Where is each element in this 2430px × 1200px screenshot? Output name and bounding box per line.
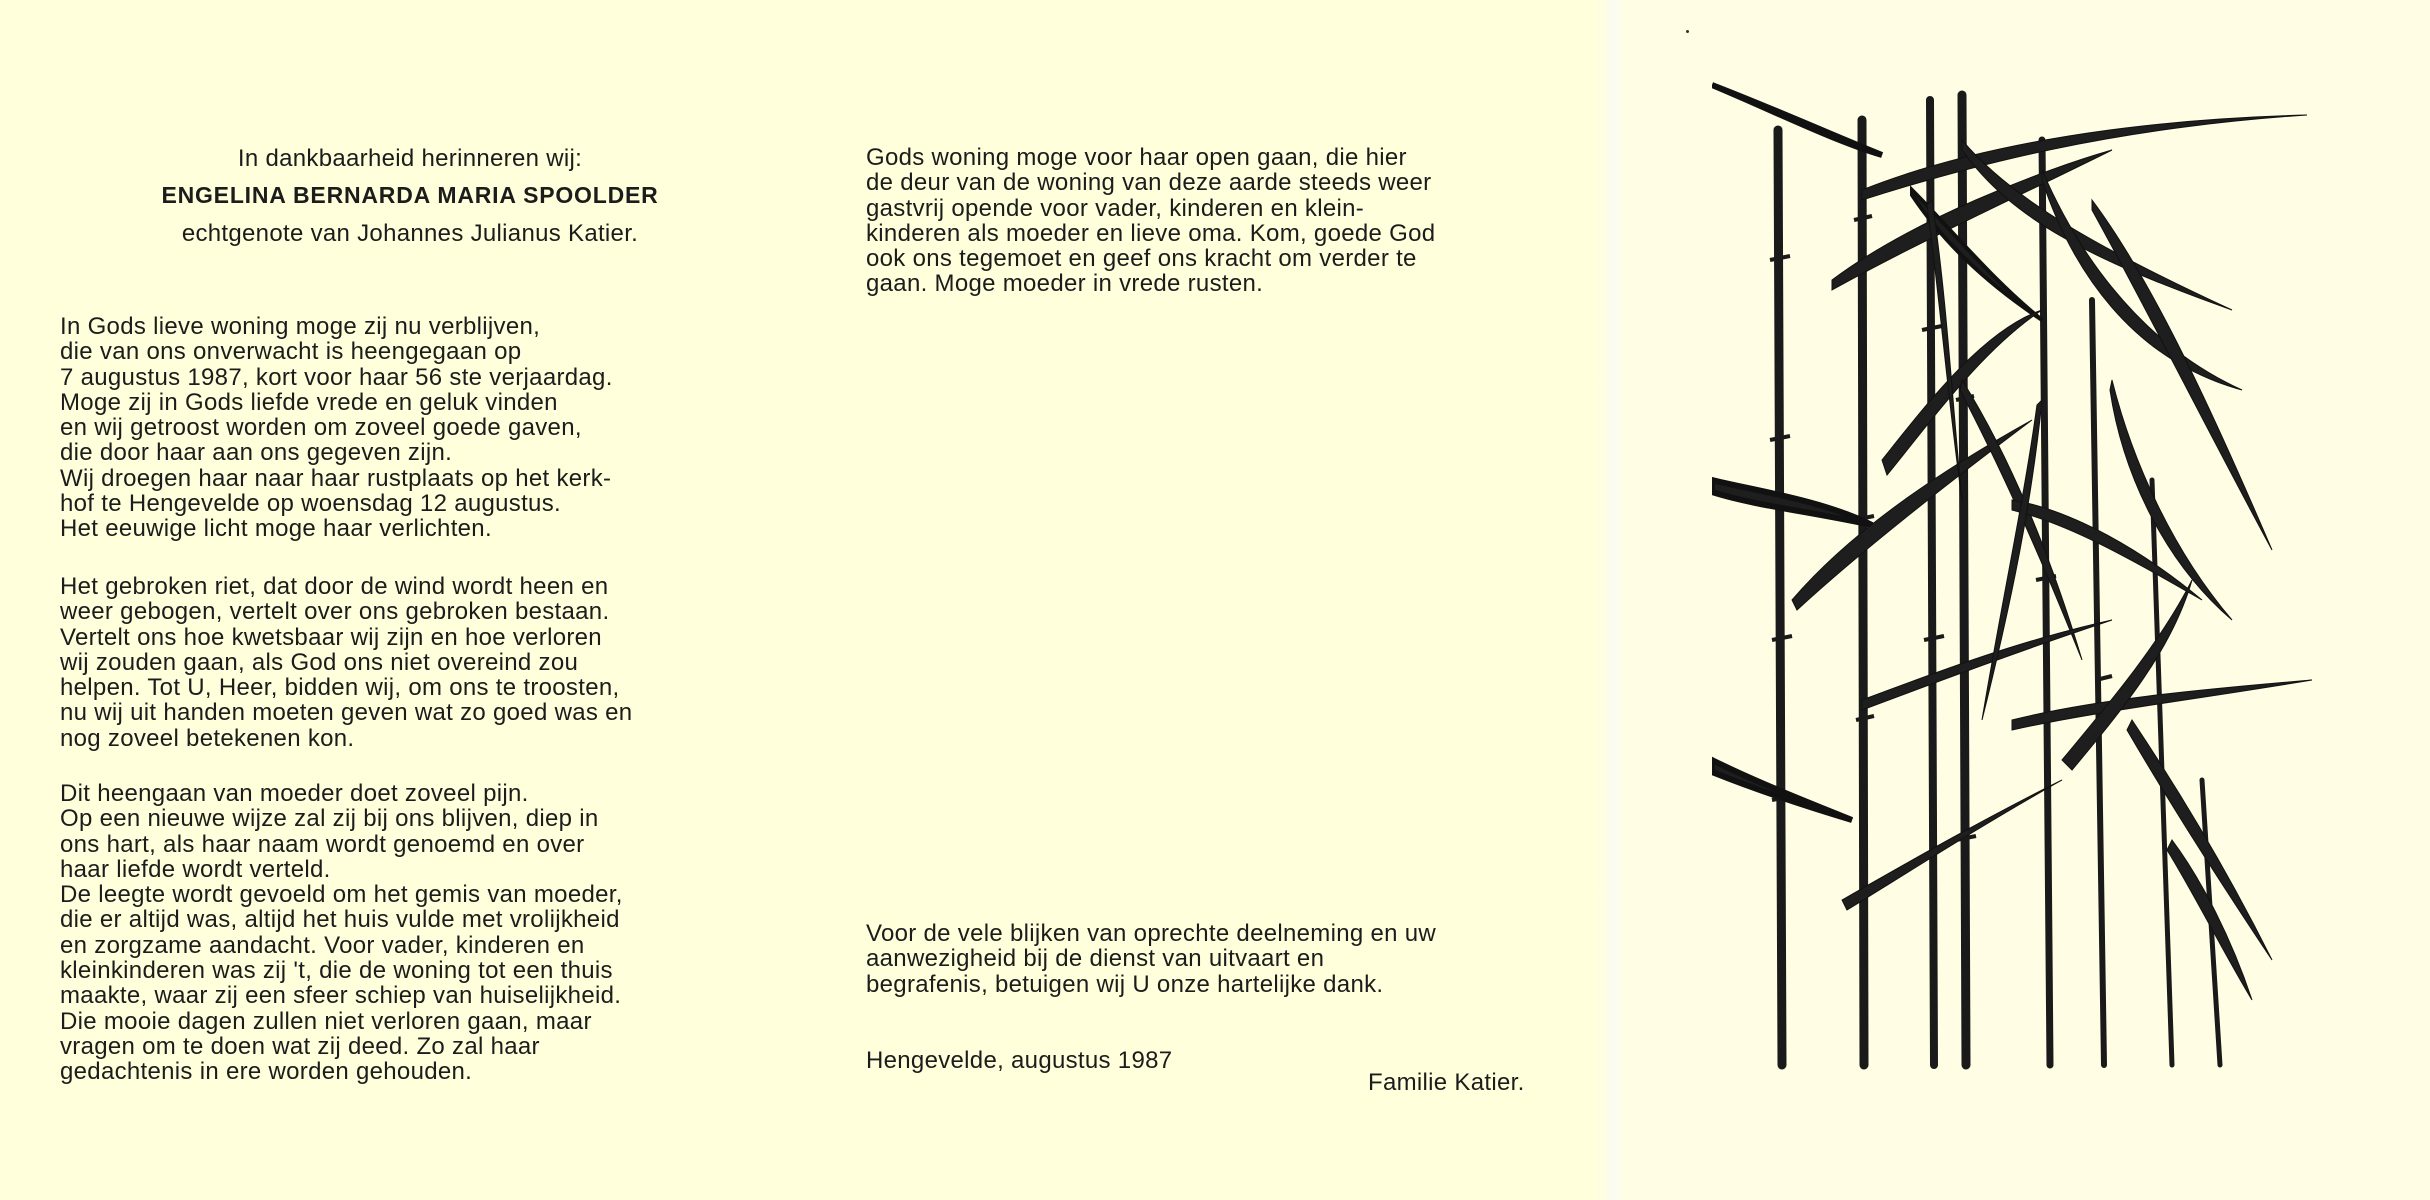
paper-speck <box>1686 30 1689 33</box>
text-line: vragen om te doen wat zij deed. Zo zal haar <box>60 1032 540 1060</box>
text-line: en zorgzame aandacht. Voor vader, kinderen en <box>60 931 585 959</box>
reed-stem <box>2042 140 2050 1065</box>
reed-leaf <box>2127 720 2272 960</box>
text-line: Op een nieuwe wijze zal zij bij ons blijven, diep in <box>60 805 599 833</box>
paragraph-gods-home <box>866 145 1435 297</box>
reed-leaf <box>2110 380 2232 620</box>
place-date: Hengevelde, augustus 1987 <box>866 1047 1173 1074</box>
reed-node <box>1856 716 1874 720</box>
text-line: maakte, waar zij een sfeer schiep van huiselijkheid. <box>60 982 622 1010</box>
intro-line: In dankbaarheid herinneren wij: <box>237 145 583 172</box>
text-line: hof te Hengevelde op woensdag 12 augustus. <box>60 490 561 518</box>
reed-stems <box>1778 95 2220 1065</box>
text-line: Vertelt ons hoe kwetsbaar wij zijn en hoe verloren <box>60 623 602 651</box>
text-line: Wij droegen haar naar haar rustplaats op het kerk- <box>60 464 612 492</box>
reed-leaf <box>1712 480 1872 525</box>
text-line: de deur van de woning van deze aarde steeds weer <box>866 169 1432 197</box>
spouse-line: echtgenote van Johannes Julianus Katier. <box>181 219 639 247</box>
reed-illustration <box>1712 80 2332 1075</box>
deceased-name: ENGELINA BERNARDA MARIA SPOOLDER <box>161 182 659 209</box>
text-line: wij zouden gaan, als God ons niet overeind zou <box>60 648 579 676</box>
text-line: gedachtenis in ere worden gehouden. <box>60 1058 473 1086</box>
text-line: kleinkinderen was zij 't, die de woning tot een thuis <box>60 957 613 985</box>
reed-leaves <box>1712 85 2312 1000</box>
text-line: die van ons onverwacht is heengegaan op <box>60 338 522 366</box>
reed-leaf <box>1832 150 2112 290</box>
reed-node <box>1922 326 1942 330</box>
reed-stem <box>1962 95 1966 1065</box>
text-line: en wij getroost worden om zoveel goede gaven, <box>60 414 582 442</box>
text-line: die door haar aan ons gegeven zijn. <box>60 439 453 467</box>
text-line: Het eeuwige licht moge haar verlichten. <box>60 515 492 543</box>
text-line: gastvrij opende voor vader, kinderen en klein- <box>866 194 1365 222</box>
text-line: die er altijd was, altijd het huis vulde met vrolijkheid <box>60 906 620 934</box>
intro-block <box>100 146 720 258</box>
text-line: nu wij uit handen moeten geven wat zo goed was en <box>60 699 633 727</box>
text-line: Voor de vele blijken van oprechte deelneming en uw <box>866 920 1437 947</box>
text-line: weer gebogen, vertelt over ons gebroken bestaan. <box>60 598 610 626</box>
reed-node <box>1772 636 1792 640</box>
text-line: nog zoveel betekenen kon. <box>60 724 355 752</box>
card-fold <box>1595 0 1625 1200</box>
text-line: Gods woning moge voor haar open gaan, die hier <box>866 144 1407 171</box>
reed-node <box>1770 256 1790 260</box>
text-line: In Gods lieve woning moge zij nu verblijven, <box>60 313 541 340</box>
text-line: aanwezigheid bij de dienst van uitvaart en <box>866 945 1325 973</box>
reed-leaf <box>2062 580 2192 770</box>
text-line: De leegte wordt gevoeld om het gemis van moeder, <box>60 881 623 909</box>
text-line: Die mooie dagen zullen niet verloren gaan, maar <box>60 1007 592 1035</box>
paragraph-mother <box>60 781 623 1085</box>
text-line: gaan. Moge moeder in vrede rusten. <box>866 270 1264 298</box>
reed-leaf <box>1712 85 1882 155</box>
family-signature: Familie Katier. <box>1368 1069 1525 1096</box>
text-line: haar liefde wordt verteld. <box>60 855 331 883</box>
text-line: Het gebroken riet, dat door de wind wordt heen en <box>60 573 609 600</box>
text-line: kinderen als moeder en lieve oma. Kom, goede God <box>866 219 1436 247</box>
reed-node <box>1854 216 1872 220</box>
text-line: Dit heengaan van moeder doet zoveel pijn. <box>60 780 529 807</box>
paragraph-thanks <box>866 921 1436 997</box>
text-line: 7 augustus 1987, kort voor haar 56 ste verjaardag. <box>60 363 613 391</box>
paragraph-reed <box>60 574 632 751</box>
text-line: Moge zij in Gods liefde vrede en geluk vinden <box>60 388 558 416</box>
reed-leaf <box>2092 200 2272 550</box>
reed-stem <box>2092 300 2104 1065</box>
reed-stem <box>1778 130 1782 1065</box>
text-line: ook ons tegemoet en geef ons kracht om verder te <box>866 245 1417 273</box>
reed-node <box>1770 436 1790 440</box>
text-line: helpen. Tot U, Heer, bidden wij, om ons te troosten, <box>60 674 620 702</box>
paragraph-remembrance <box>60 314 613 542</box>
reed-node <box>1924 636 1944 640</box>
text-line: begrafenis, betuigen wij U onze hartelijke dank. <box>866 970 1384 998</box>
text-line: ons hart, als haar naam wordt genoemd en over <box>60 830 585 858</box>
reed-leaf <box>1842 780 2062 910</box>
